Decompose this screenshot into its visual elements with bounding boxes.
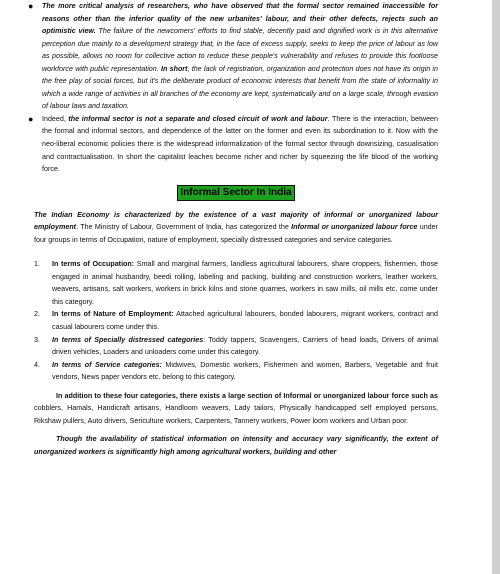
category-label: In terms of Nature of Employment: — [52, 310, 174, 319]
category-label: In terms of Specially distressed categories — [52, 335, 204, 344]
bullet-emphasis-text: In short — [161, 64, 188, 73]
bullet-list — [28, 0, 438, 176]
category-label: In terms of Occupation: — [52, 260, 135, 269]
intro-lead-text: The Indian Economy is characterized by the existence of a vast majority of informal or unorganized labour employment — [34, 210, 438, 232]
category-text: Small and marginal farmers, landless agricultural labourers, share croppers, fishermen, those engaged in animal husbandry, beedi rolling, labeling and packing, building and construction workers, leather workers, weavers, artisans, salt workers, workers in brick kilns and stone quarries, workers in saw mills, oil mills etc. come under this category. — [52, 260, 438, 306]
category-number: 3. — [34, 335, 40, 344]
intro-mid-text: . The Ministry of Labour, Government of India, has categorized the — [76, 223, 292, 232]
category-text: Midwives, Domestic workers, Fishermen and women, Barbers, Vegetable and fruit vendors, News paper vendors etc. belong to this category. — [52, 360, 439, 382]
bullet-item — [28, 0, 438, 113]
intro-emphasis-text: Informal or unorganized labour force — [291, 223, 418, 232]
section-heading: Informal Sector In India — [177, 185, 294, 201]
category-text: Attached agricultural labourers, bonded labourers, migrant workers, contract and casual labourers come under this. — [52, 310, 438, 332]
category-item — [34, 359, 438, 384]
category-item — [34, 308, 438, 333]
category-number: 4. — [34, 360, 40, 369]
bullet-lead-text: The more critical analysis of researchers, who have observed that the formal sector remained inaccessible for reasons other than the inferior quality of the new urbanites' labour, and their other defects, rejects such an optimistic view. — [42, 2, 438, 36]
bullet-body-text: The failure of the newcomers' efforts to find stable, decently paid and dignified work is in this alternative perception due mainly to a development strategy that, in the face of excess supply, seeks to keep the price of labour as low as possible, allows no room for collective action to reduce these people's vulnerability and refuses to provide this footloose workforce with public representation. — [42, 27, 438, 73]
bullet-pre-text: Indeed, — [42, 114, 69, 123]
category-item — [34, 258, 438, 308]
section-heading-wrap — [34, 185, 438, 201]
closing-paragraph — [34, 433, 438, 458]
closing-text: Though the availability of statistical information on intensity and accuracy vary significantly, the extent of unorganized workers is significantly high among agricultural workers, building and other — [34, 435, 438, 456]
category-list — [34, 258, 438, 383]
bullet-body-text: . There is the interaction, between the formal and informal sectors, and dependence of the latter on the former and even its subordination to it. Now with the neo-liberal economic policies there is the widespread informalization of the formal sector through downsizing, casualisation and contractualisation. In short the capitalist leaches become richer and richer by squeezing the life blood of the working force. — [42, 114, 438, 174]
bullet-lead-text: the informal sector is not a separate and closed circuit of work and labour — [68, 114, 328, 123]
page-edge — [492, 0, 500, 574]
spacer — [34, 246, 438, 258]
addition-lead-text: In addition to these four categories, there exists a large section of Informal or unorganized labour force such as — [56, 391, 438, 400]
category-number: 1. — [34, 260, 40, 269]
bullet-icon: ● — [28, 1, 34, 11]
intro-paragraph — [34, 209, 438, 247]
document-content — [28, 0, 439, 459]
category-number: 2. — [34, 310, 40, 319]
category-text: : Toddy tappers, Scavengers, Carriers of head loads, Drivers of animal driven vehicles, Loaders and unloaders come under this category. — [52, 335, 438, 357]
intro-rest-text: under four groups in terms of Occupation, nature of employment, specially distressed categories and service categories. — [34, 223, 438, 244]
addition-paragraph — [34, 390, 438, 428]
addition-rest-text: cobblers, Hamals, Handicraft artisans, Handloom weavers, Lady tailors, Physically handicapped self employed persons, Rikshaw pullers, Auto drivers, Sericulture workers, Carpenters, Tannery workers, Power loom workers and Urban poor. — [34, 404, 438, 425]
category-label: In terms of Service categories: — [52, 360, 162, 369]
bullet-item — [28, 113, 438, 176]
category-item — [34, 334, 438, 359]
bullet-body-text: , the lack of registration, organization and protection does not have its origin in the free play of social forces, but it's the deliberate product of economic interests that benefit from the state of informality in which a wide range of activities in all branches of the economy are kept, systematically and on a large scale, through evasion of labour laws and taxation. — [42, 64, 438, 111]
bullet-icon: ● — [28, 113, 34, 124]
